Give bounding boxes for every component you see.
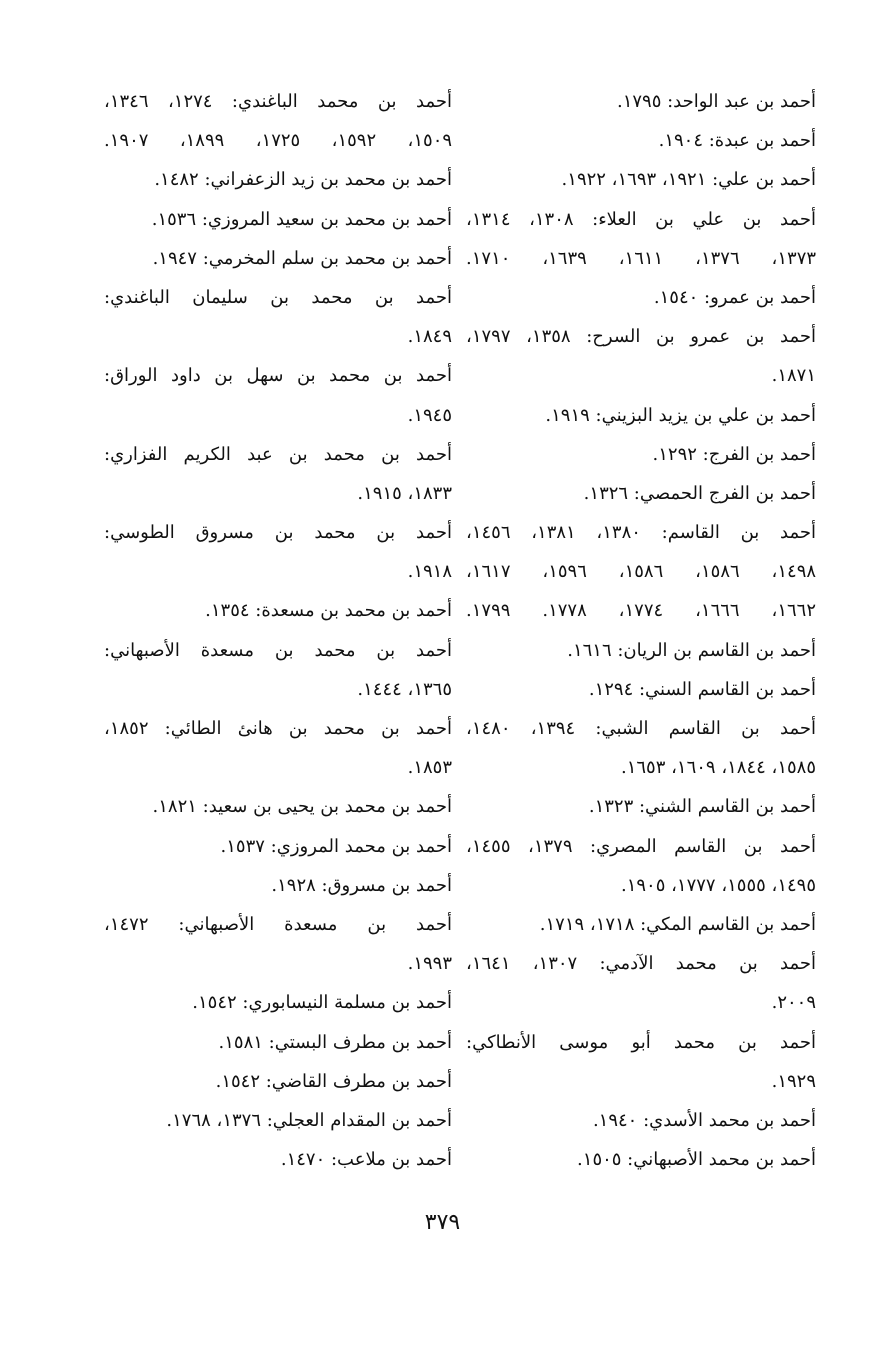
index-entry-continuation: ١٨٥٣. [407,757,452,779]
index-entry: أحمد بن محمد بن عبد الكريم الفزاري: [104,443,452,465]
index-entry: أحمد بن علي بن العلاء: ١٣٠٨، ١٣١٤، [466,208,816,230]
index-entry-continuation: ١٩٩٣. [407,953,452,975]
index-entry: أحمد بن القاسم بن الريان: ١٦١٦. [567,639,816,661]
index-entry: أحمد بن المقدام العجلي: ١٣٧٦، ١٧٦٨. [166,1109,452,1131]
index-entry: أحمد بن الفرج الحمصي: ١٣٢٦. [583,482,816,504]
index-entry-continuation: ٢٠٠٩. [771,992,816,1014]
index-entry: أحمد بن مطرف القاضي: ١٥٤٢. [215,1070,452,1092]
index-entry: أحمد بن عبد الواحد: ١٧٩٥. [616,91,816,112]
index-entry: أحمد بن مطرف البستي: ١٥٨١. [218,1031,452,1053]
index-entry: أحمد بن عمرو بن السرح: ١٣٥٨، ١٧٩٧، [466,326,816,348]
index-entry: أحمد بن محمد الأسدي: ١٩٤٠. [592,1109,816,1131]
index-entry: أحمد بن محمد بن سهل بن داود الوراق: [104,365,452,387]
index-entry: أحمد بن علي: ١٩٢١، ١٦٩٣، ١٩٢٢. [561,169,816,191]
index-entry: أحمد بن محمد بن مسروق الطوسي: [104,522,452,544]
index-entry-continuation: ١٨٧١. [771,365,816,387]
index-entry-continuation: ١٨٤٩. [407,326,452,348]
index-entry: أحمد بن محمد بن مسعدة: ١٣٥٤. [205,600,452,622]
index-entry: أحمد بن القاسم المصري: ١٣٧٩، ١٤٥٥، [466,835,816,857]
index-entry: أحمد بن محمد بن مسعدة الأصبهاني: [104,639,452,661]
index-entry-continuation: ١٥٠٩، ١٥٩٢، ١٧٢٥، ١٨٩٩، ١٩٠٧. [104,130,452,152]
index-entry: أحمد بن محمد بن زيد الزعفراني: ١٤٨٢. [154,169,452,191]
index-entry: أحمد بن علي بن يزيد البزيني: ١٩١٩. [545,404,816,426]
index-entry: أحمد بن القاسم الشبي: ١٣٩٤، ١٤٨٠، [466,718,816,739]
index-entry-continuation: ١٨٣٣، ١٩١٥. [357,482,452,504]
index-entry: أحمد بن محمد الأصبهاني: ١٥٠٥. [577,1149,816,1171]
index-entry-continuation: ١٣٦٥، ١٤٤٤. [357,678,452,700]
index-entry: أحمد بن القاسم الشني: ١٣٢٣. [588,796,816,818]
index-entry: أحمد بن عمرو: ١٥٤٠. [653,286,816,308]
index-entry-continuation: ١٣٧٣، ١٣٧٦، ١٦١١، ١٦٣٩، ١٧١٠. [466,247,816,269]
index-entry: أحمد بن محمد الباغندي: ١٢٧٤، ١٣٤٦، [104,91,452,112]
index-entry: أحمد بن الفرج: ١٢٩٢. [652,443,816,465]
index-entry-continuation: ١٤٩٨، ١٥٨٦، ١٥٨٦، ١٥٩٦، ١٦١٧، [466,561,816,583]
index-entry: أحمد بن مسلمة النيسابوري: ١٥٤٢. [192,992,452,1014]
index-column-left [104,82,452,1179]
index-entry-continuation: ١٦٦٢، ١٦٦٦، ١٧٧٤، ١٧٧٨. ١٧٩٩. [466,600,816,622]
index-entry: أحمد بن محمد أبو موسى الأنطاكي: [466,1031,816,1053]
index-entry: أحمد بن محمد المروزي: ١٥٣٧. [220,835,452,857]
index-entry: أحمد بن محمد بن يحيى بن سعيد: ١٨٢١. [152,796,452,818]
index-entry: أحمد بن محمد بن هانئ الطائي: ١٨٥٢، [104,718,452,739]
index-entry: أحمد بن محمد الآدمي: ١٣٠٧، ١٦٤١، [466,953,816,975]
index-entry-continuation: ١٤٩٥، ١٥٥٥، ١٧٧٧، ١٩٠٥. [620,874,816,896]
index-entry: أحمد بن القاسم السني: ١٢٩٤. [588,678,816,700]
index-entry: أحمد بن محمد بن سليمان الباغندي: [104,286,452,308]
index-entry: أحمد بن مسروق: ١٩٢٨. [271,874,452,896]
index-entry-continuation: ١٩٢٩. [771,1070,816,1092]
page-number: ٣٧٩ [424,1210,461,1235]
index-column-right [466,82,816,1179]
index-entry: أحمد بن القاسم المكي: ١٧١٨، ١٧١٩. [539,913,816,935]
index-entry: أحمد بن ملاعب: ١٤٧٠. [280,1149,452,1171]
index-entry: أحمد بن محمد بن سلم المخرمي: ١٩٤٧. [152,247,452,269]
index-entry-continuation: ١٩١٨. [407,561,452,583]
index-entry: أحمد بن مسعدة الأصبهاني: ١٤٧٢، [104,913,452,935]
index-entry: أحمد بن محمد بن سعيد المروزي: ١٥٣٦. [151,208,452,230]
index-entry: أحمد بن القاسم: ١٣٨٠، ١٣٨١، ١٤٥٦، [466,522,816,544]
index-entry-continuation: ١٥٨٥، ١٨٤٤، ١٦٠٩، ١٦٥٣. [620,757,816,779]
index-entry: أحمد بن عبدة: ١٩٠٤. [658,130,816,152]
index-entry-continuation: ١٩٤٥. [407,404,452,426]
